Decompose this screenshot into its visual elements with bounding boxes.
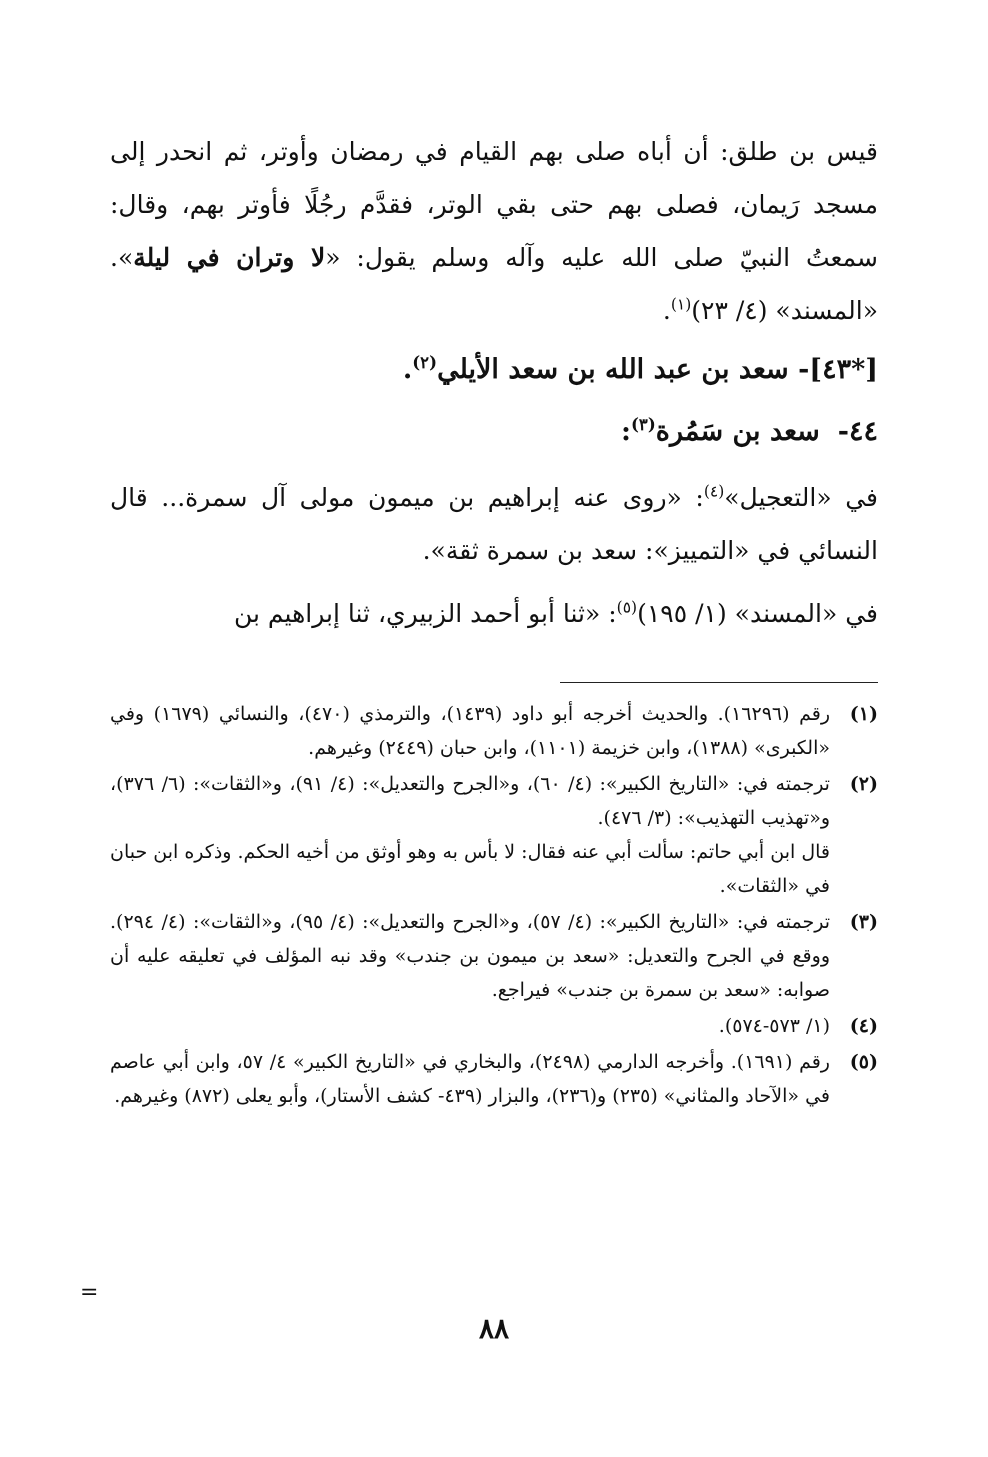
footnote-mark: (٤) bbox=[849, 1015, 878, 1037]
footnotes bbox=[110, 697, 878, 1113]
punctuation: : bbox=[620, 416, 631, 447]
footnote bbox=[110, 767, 878, 903]
entry-title: سعد بن سَمُرة bbox=[655, 416, 820, 447]
source-name: في «التعجيل» bbox=[724, 483, 878, 512]
footnote bbox=[110, 1045, 878, 1113]
footnote-ref[interactable]: (٥) bbox=[616, 598, 638, 617]
main-text bbox=[110, 125, 878, 640]
footnote-paragraph: رقم (١٦٢٩٦). والحديث أخرجه أبو داود (١٤٣٩)، والترمذي (٤٧٠)، والنسائي (١٦٧٩) وفي «الكبرى» (١٣٨٨)، وابن خزيمة (١١٠١)، وابن حبان (٢٤٤٩) وغيرهم. bbox=[110, 703, 830, 759]
footnote bbox=[110, 1009, 878, 1043]
footnote-text bbox=[110, 1009, 830, 1043]
footnote-mark: (٥) bbox=[849, 1051, 878, 1073]
margin-mark: = bbox=[80, 1280, 99, 1305]
hadith-quote: لا وتران في ليلة bbox=[133, 243, 326, 272]
footnote-mark: (٣) bbox=[849, 911, 878, 933]
footnote-paragraph: قال ابن أبي حاتم: سألت أبي عنه فقال: لا بأس به وهو أوثق من أخيه الحكم. وذكره ابن حبان في «الثقات». bbox=[110, 841, 830, 897]
entry-number: ٤٤- bbox=[837, 416, 878, 447]
footnote-paragraph: ترجمته في: «التاريخ الكبير»: (٤/ ٦٠)، و«الجرح والتعديل»: (٤/ ٩١)، و«الثقات»: (٦/ ٣٧٦)، و«تهذيب التهذيب»: (٣/ ٤٧٦). bbox=[110, 773, 830, 829]
paragraph-text: : «ثنا أبو أحمد الزبيري، ثنا إبراهيم بن bbox=[233, 599, 617, 628]
footnote bbox=[110, 697, 878, 765]
footnote-text bbox=[110, 905, 830, 1007]
entry-title: [*٤٣]- سعد بن عبد الله بن سعد الأيلي bbox=[437, 354, 878, 385]
punctuation: . bbox=[662, 296, 671, 325]
paragraph-tajil bbox=[110, 471, 878, 577]
paragraph-text: : «روى عنه إبراهيم بن ميمون مولى آل سمرة... قال النسائي في «التمييز»: سعد بن سمرة ثقة». bbox=[110, 483, 878, 565]
footnote-text bbox=[110, 697, 830, 765]
paragraph-text: قيس بن طلق: أن أباه صلى بهم القيام في رمضان وأوتر، ثم انحدر إلى مسجد رَيمان، فصلى بهم حتى بقي الوتر، فقدَّم رجُلًا فأوتر بهم، وقال: سمعتُ النبيّ صلى الله عليه وآله وسلم يقول: « bbox=[110, 137, 878, 272]
paragraph-hadith bbox=[110, 125, 878, 337]
footnote-text bbox=[110, 767, 830, 903]
footnote-paragraph: ترجمته في: «التاريخ الكبير»: (٤/ ٥٧)، و«الجرح والتعديل»: (٤/ ٩٥)، و«الثقات»: (٤/ ٢٩٤). ووقع في الجرح والتعديل: «سعد بن ميمون بن جندب» وقد نبه المؤلف في تعليقه عليه أن صوابه: «سعد بن سمرة بن جندب» فيراجع. bbox=[110, 911, 831, 1001]
entry-heading-44 bbox=[110, 403, 878, 461]
footnote-separator bbox=[560, 682, 878, 683]
footnote-paragraph: (١/ ٥٧٣-٥٧٤). bbox=[718, 1015, 830, 1037]
source-name: في «المسند» (١/ ١٩٥) bbox=[637, 599, 878, 628]
footnote-ref[interactable]: (٤) bbox=[703, 482, 725, 501]
footnote-ref[interactable]: (٢) bbox=[412, 352, 438, 372]
entry-heading-43 bbox=[110, 341, 878, 399]
page-number: ٨٨ bbox=[478, 1312, 510, 1345]
footnote-ref[interactable]: (١) bbox=[670, 295, 692, 314]
footnote-mark: (١) bbox=[849, 703, 878, 725]
footnote bbox=[110, 905, 878, 1007]
footnote-ref[interactable]: (٣) bbox=[630, 414, 656, 434]
paragraph-musnad bbox=[110, 587, 878, 640]
citation: ». «المسند» (٤/ ٢٣) bbox=[110, 243, 878, 325]
footnote-mark: (٢) bbox=[849, 773, 878, 795]
punctuation: . bbox=[402, 354, 413, 385]
footnote-text bbox=[110, 1045, 830, 1113]
footnote-paragraph: رقم (١٦٩١). وأخرجه الدارمي (٢٤٩٨)، والبخاري في «التاريخ الكبير» ٤/ ٥٧، وابن أبي عاصم في «الآحاد والمثاني» (٢٣٥) و(٢٣٦)، والبزار (٤٣٩- كشف الأستار)، وأبو يعلى (٨٧٢) وغيرهم. bbox=[110, 1051, 830, 1107]
